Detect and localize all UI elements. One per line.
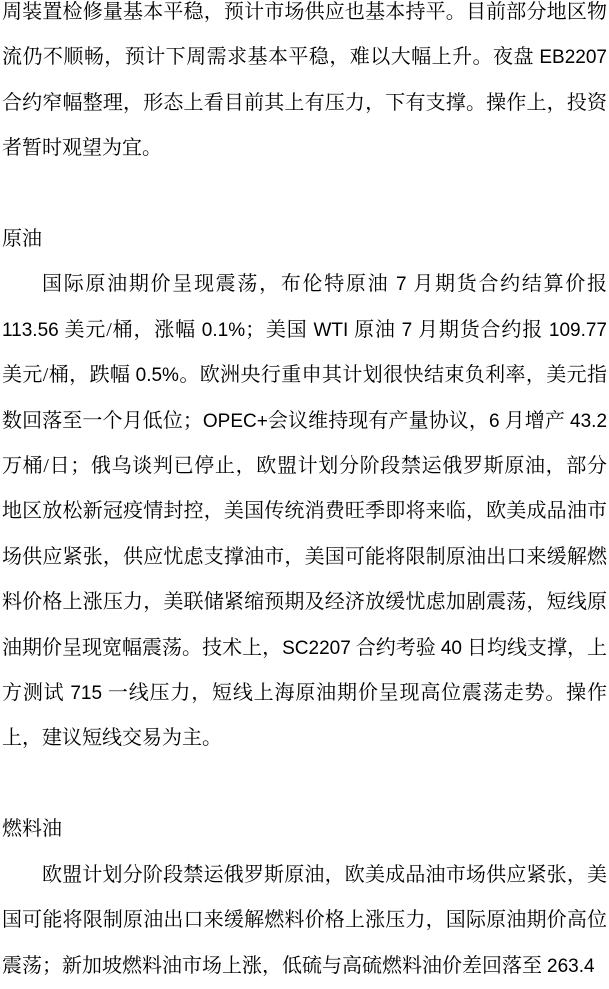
paragraph-styrene-continuation: 周装置检修量基本平稳，预计市场供应也基本持平。目前部分地区物流仍不顺畅，预计下周需求基本平稳，难以大幅上升。夜盘 EB2207 合约窄幅整理，形态上看目前其上有压力，下有支撑。操作上，投资者暂时观望为宜。 — [2, 1, 607, 160]
paragraph-crude-oil: 国际原油期价呈现震荡，布伦特原油 7 月期货合约结算价报 113.56 美元/桶，涨幅 0.1%；美国 WTI 原油 7 月期货合约报 109.77 美元/桶，跌幅 0.5%。欧洲央行重申其计划很快结束负利率，美元指数回落至一个月低位；OPEC+会议维持现有产量协议，6 月增产 43.2 万桶/日；俄乌谈判已停止，欧盟计划分阶段禁运俄罗斯原油，部分地区放松新冠疫情封控，美国传统消费旺季即将来临，欧美成品油市场供应紧张，供应忧虑支撑油市，美国可能将限制原油出口来缓解燃料价格上涨压力，美联储紧缩预期及经济放缓忧虑加剧震荡，短线原油期价呈现宽幅震荡。技术上，SC2207 合约考验 40 日均线支撑，上方测试 715 一线压力，短线上海原油期价呈现高位震荡走势。操作上，建议短线交易为主。 — [2, 273, 608, 750]
section-heading-fuel-oil: 燃料油 — [2, 818, 62, 841]
paragraph-fuel-oil: 欧盟计划分阶段禁运俄罗斯原油，欧美成品油市场供应紧张，美国可能将限制原油出口来缓解燃料价格上涨压力，国际原油期价高位震荡；新加坡燃料油市场上涨，低硫与高硫燃料油价差回落至 263.4 — [2, 863, 607, 977]
section-heading-crude-oil: 原油 — [2, 228, 42, 251]
